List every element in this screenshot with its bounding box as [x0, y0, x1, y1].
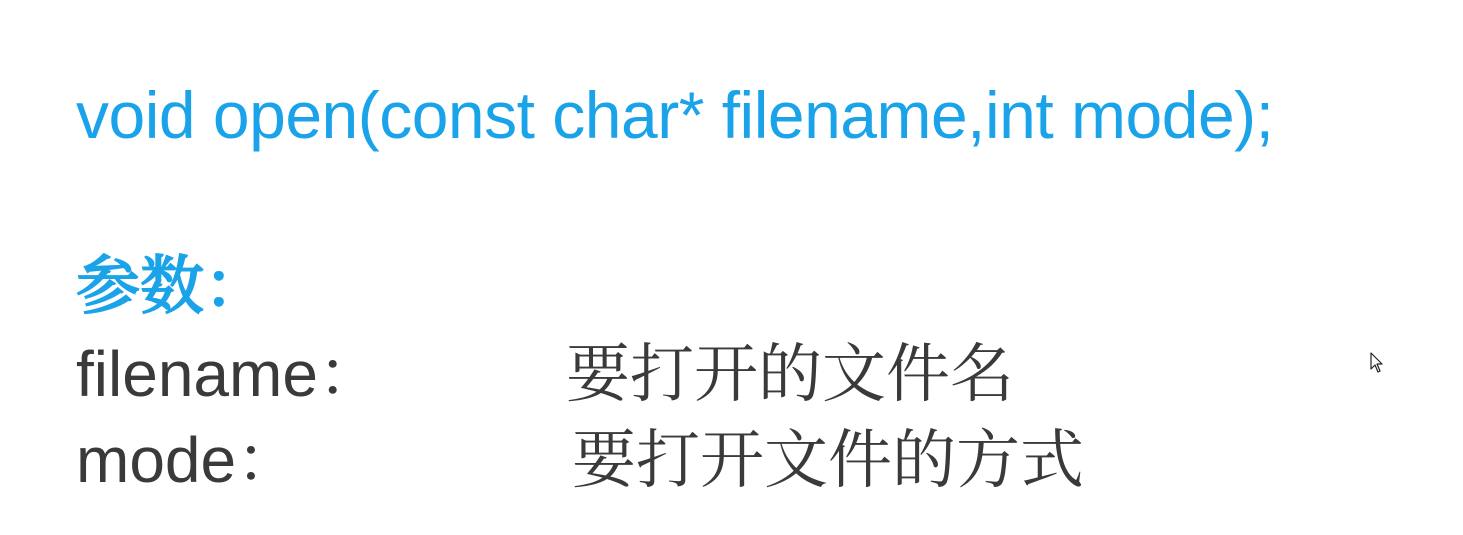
mouse-pointer-icon	[1370, 352, 1384, 374]
param-name: filename：	[76, 338, 382, 410]
params-heading: 参数：	[76, 250, 268, 322]
param-row-filename	[76, 334, 1276, 414]
param-name: mode：	[76, 424, 301, 496]
function-signature: void open(const char* filename,int mode);	[76, 78, 1274, 152]
param-row-mode	[76, 420, 1276, 500]
param-description: 要打开文件的方式	[572, 424, 1084, 496]
param-description: 要打开的文件名	[566, 338, 1014, 410]
